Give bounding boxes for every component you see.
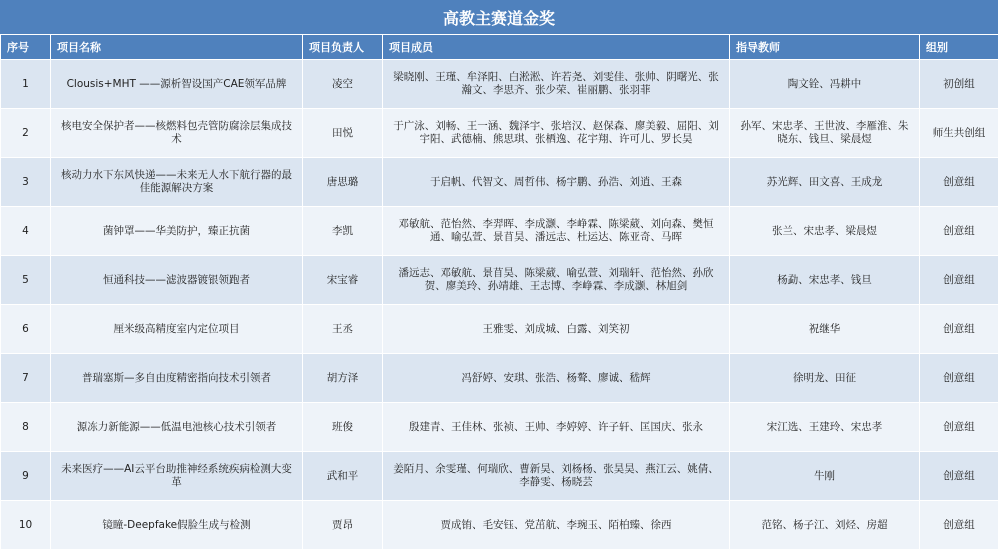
header-teachers: 指导教师 — [730, 35, 920, 60]
table-row — [1, 403, 998, 452]
sheet-title: 高教主赛道金奖 — [0, 0, 998, 34]
header-project-name: 项目名称 — [51, 35, 303, 60]
cell-members: 冯舒婷、安琪、张浩、杨聱、廖诚、嵇辉 — [383, 354, 730, 403]
cell-no: 2 — [1, 109, 51, 158]
cell-project-name: 源冻力新能源——低温电池核心技术引领者 — [51, 403, 303, 452]
cell-members: 邓敏航、范怡然、李羿晖、李成灏、李峥霖、陈梁葳、刘向森、樊恒通、喻弘萱、景苜昊、潘远志、杜运达、陈亚奇、马晖 — [383, 207, 730, 256]
cell-project-name: 核动力水下东风快递——未来无人水下航行器的最佳能源解决方案 — [51, 158, 303, 207]
cell-group: 创意组 — [920, 256, 998, 305]
cell-leader: 唐思璐 — [303, 158, 383, 207]
cell-no: 6 — [1, 305, 51, 354]
table-row — [1, 452, 998, 501]
cell-project-name: 未来医疗——AI云平台助推神经系统疾病检测大变革 — [51, 452, 303, 501]
cell-members: 潘远志、邓敏航、景苜昊、陈梁葳、喻弘萱、刘瑞轩、范怡然、孙欣贺、廖美玲、孙靖雄、王志博、李峥霖、李成灏、林旭剑 — [383, 256, 730, 305]
cell-group: 创意组 — [920, 207, 998, 256]
cell-project-name: 普瑞塞斯—多自由度精密指向技术引领者 — [51, 354, 303, 403]
cell-teachers: 苏光辉、田文喜、王成龙 — [730, 158, 920, 207]
table-row — [1, 207, 998, 256]
cell-teachers: 牛刚 — [730, 452, 920, 501]
cell-no: 4 — [1, 207, 51, 256]
cell-teachers: 杨勐、宋忠孝、钱旦 — [730, 256, 920, 305]
cell-leader: 宋宝睿 — [303, 256, 383, 305]
cell-project-name: 厘米级高精度室内定位项目 — [51, 305, 303, 354]
cell-group: 初创组 — [920, 60, 998, 109]
award-table — [0, 34, 998, 550]
header-members: 项目成员 — [383, 35, 730, 60]
cell-group: 创意组 — [920, 403, 998, 452]
cell-group: 创意组 — [920, 501, 998, 550]
header-leader: 项目负责人 — [303, 35, 383, 60]
cell-teachers: 祝继华 — [730, 305, 920, 354]
cell-teachers: 宋江选、王建玲、宋忠孝 — [730, 403, 920, 452]
cell-leader: 王丞 — [303, 305, 383, 354]
table-row — [1, 305, 998, 354]
cell-members: 姜陌月、余雯瑾、何瑞欣、曹新昊、刘杨杨、张昊昊、燕江云、姚倩、李静雯、杨晓芸 — [383, 452, 730, 501]
cell-project-name: 核电安全保护者——核燃料包壳管防腐涂层集成技术 — [51, 109, 303, 158]
header-row — [1, 35, 998, 60]
cell-group: 创意组 — [920, 452, 998, 501]
cell-project-name: 菌钟罩——华美防护，臻正抗菌 — [51, 207, 303, 256]
cell-leader: 班俊 — [303, 403, 383, 452]
cell-group: 创意组 — [920, 354, 998, 403]
cell-project-name: 镜瞳-Deepfake假脸生成与检测 — [51, 501, 303, 550]
cell-no: 1 — [1, 60, 51, 109]
cell-leader: 贾昂 — [303, 501, 383, 550]
cell-leader: 凌空 — [303, 60, 383, 109]
cell-members: 王雅雯、刘成城、白露、刘笑初 — [383, 305, 730, 354]
cell-leader: 胡方泽 — [303, 354, 383, 403]
cell-members: 于广泳、刘畅、王一涵、魏泽宇、张培汉、赵保森、廖美毅、屈阳、刘宇阳、武德楠、熊思琪、张栖逸、花宇翔、许可儿、罗长昊 — [383, 109, 730, 158]
cell-project-name: Clousis+MHT ——源析智设国产CAE领军品牌 — [51, 60, 303, 109]
cell-members: 贾成铕、毛安钰、党茁航、李琬玉、陌柏臻、徐西 — [383, 501, 730, 550]
cell-no: 9 — [1, 452, 51, 501]
table-row — [1, 158, 998, 207]
cell-teachers: 范铭、杨子江、刘烃、房超 — [730, 501, 920, 550]
header-group: 组别 — [920, 35, 998, 60]
cell-members: 殷建青、王佳林、张祯、王帅、李婷婷、许子轩、匡国庆、张永 — [383, 403, 730, 452]
cell-leader: 田悦 — [303, 109, 383, 158]
table-row — [1, 256, 998, 305]
cell-teachers: 徐明龙、田征 — [730, 354, 920, 403]
cell-leader: 武和平 — [303, 452, 383, 501]
cell-group: 创意组 — [920, 158, 998, 207]
table-row — [1, 60, 998, 109]
cell-no: 5 — [1, 256, 51, 305]
table-row — [1, 109, 998, 158]
cell-no: 10 — [1, 501, 51, 550]
cell-no: 8 — [1, 403, 51, 452]
cell-teachers: 陶文铨、冯耕中 — [730, 60, 920, 109]
cell-members: 梁晓刚、王瑾、牟泽阳、白淞淞、许若尧、刘雯佳、张帅、阴曙光、张瀚文、李思齐、张少荣、崔丽鹏、张羽菲 — [383, 60, 730, 109]
cell-group: 创意组 — [920, 305, 998, 354]
header-no: 序号 — [1, 35, 51, 60]
table-row — [1, 501, 998, 550]
cell-members: 于启帆、代智文、周哲伟、杨宇鹏、孙浩、刘逍、王森 — [383, 158, 730, 207]
cell-leader: 李凯 — [303, 207, 383, 256]
cell-no: 7 — [1, 354, 51, 403]
cell-no: 3 — [1, 158, 51, 207]
cell-teachers: 张兰、宋忠孝、梁晨煜 — [730, 207, 920, 256]
table-row — [1, 354, 998, 403]
cell-group: 师生共创组 — [920, 109, 998, 158]
cell-project-name: 恒通科技——滤波器镀银领跑者 — [51, 256, 303, 305]
cell-teachers: 孙军、宋忠孝、王世波、李雁淮、朱晓东、钱旦、梁晨煜 — [730, 109, 920, 158]
